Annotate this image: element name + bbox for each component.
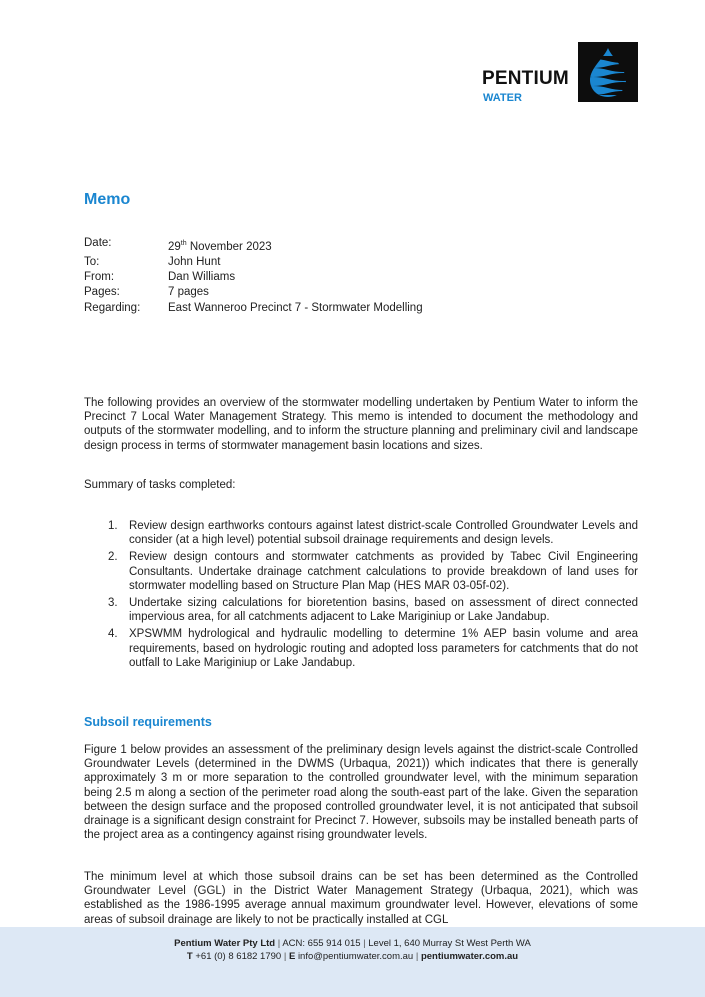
list-text: XPSWMM hydrological and hydraulic modelling to determine 1% AEP basin volume and area requirements, based on hydrologic routing and adopted loss parameters for catchments that do not outfall to Lake Mariginiup or Lake Jandabup. xyxy=(129,628,638,669)
meta-label: Date: xyxy=(84,237,112,249)
intro-paragraph: The following provides an overview of the stormwater modelling undertaken by Pentium Water to inform the Precinct 7 Local Water Management Strategy. This memo is intended to document the methodology and outputs of the stormwater modelling, and to inform the structure planning and preliminary civil and landscape design process in terms of stormwater management basin locations and sizes. xyxy=(84,397,638,452)
meta-value: East Wanneroo Precinct 7 - Stormwater Modelling xyxy=(168,301,423,314)
footer-line-1: Pentium Water Pty Ltd | ACN: 655 914 015 | Level 1, 640 Murray St West Perth WA xyxy=(174,938,531,949)
meta-row-regarding xyxy=(84,301,423,316)
list-number: 4. xyxy=(108,628,118,641)
footer-line-2: T +61 (0) 8 6182 1790 | E info@pentiumwater.com.au | pentiumwater.com.au xyxy=(186,951,519,962)
list-number: 2. xyxy=(108,551,118,564)
meta-label: From: xyxy=(84,271,115,284)
list-item xyxy=(108,550,638,593)
footer-website[interactable]: pentiumwater.com.au xyxy=(420,951,519,962)
meta-label: Pages: xyxy=(84,286,120,299)
subsoil-paragraph-1: Figure 1 below provides an assessment of the preliminary design levels against the district-scale Controlled Groundwater Levels (determined in the DWMS (Urbaqua, 2021)) which indicates that there is generally approximately 3 m or more separation to the controlled groundwater level, with the minimum separation being 2.5 m along a section of the perimeter road along the south-east part of the lake. Given the separation between the design surface and the proposed controlled groundwater level, it is not anticipated that subsoil drainage is a significant design constraint for Precinct 7. However, subsoils may be installed beneath parts of the project area as a contingency against rising groundwater levels. xyxy=(84,744,638,842)
subsoil-paragraph-2: The minimum level at which those subsoil drains can be set has been determined as the Controlled Groundwater Level (GGL) in the District Water Management Strategy (Urbaqua, 2021), which was established as the 1986-1995 average annual maximum groundwater level. However, elevations of some areas of subsoil drainage are likely to not be practically installed at CGL xyxy=(84,871,638,926)
meta-value: John Hunt xyxy=(168,256,221,269)
logo-subtitle: WATER xyxy=(483,92,522,104)
summary-label: Summary of tasks completed: xyxy=(84,479,236,491)
list-item xyxy=(108,596,638,624)
meta-value: Dan Williams xyxy=(168,271,236,284)
footer-phone-label: T xyxy=(186,951,193,962)
memo-meta xyxy=(84,236,423,316)
meta-row-pages xyxy=(84,285,423,300)
list-text: Undertake sizing calculations for bioretention basins, based on assessment of direct connected impervious area, for all catchments adjacent to Lake Mariginiup or Lake Jandabup. xyxy=(129,597,638,624)
footer-email-label: E xyxy=(288,951,296,962)
footer-company: Pentium Water Pty Ltd xyxy=(174,938,276,949)
list-item xyxy=(108,627,638,670)
list-number: 3. xyxy=(108,597,118,610)
list-text: Review design contours and stormwater catchments as provided by Tabec Civil Engineering Consultants. Undertake drainage catchment calculations to provide breakdown of land uses for stormwater modelling based on Structure Plan Map (HES MAR 03-05f-02). xyxy=(129,551,638,592)
list-number: 1. xyxy=(108,520,118,532)
footer-acn: ACN: 655 914 015 xyxy=(282,938,361,949)
meta-value-date: 29th November 2023 xyxy=(168,240,272,253)
list-text: Review design earthworks contours against latest district-scale Controlled Groundwater Levels and consider (at a high level) potential subsoil drainage requirements and design levels. xyxy=(129,520,638,547)
footer-phone: +61 (0) 8 6182 1790 xyxy=(195,951,282,962)
logo-name: PENTIUM xyxy=(482,68,569,89)
page-footer xyxy=(0,927,705,997)
meta-row-date xyxy=(84,236,423,255)
water-drop-icon xyxy=(578,42,638,102)
meta-row-to xyxy=(84,255,423,270)
meta-label: Regarding: xyxy=(84,301,141,314)
page-title: Memo xyxy=(84,191,131,208)
list-item xyxy=(108,519,638,547)
meta-value: 7 pages xyxy=(168,286,209,299)
footer-address: Level 1, 640 Murray St West Perth WA xyxy=(368,938,531,949)
meta-label: To: xyxy=(84,256,100,269)
company-logo xyxy=(482,42,640,104)
task-list xyxy=(108,519,638,673)
footer-email[interactable]: info@pentiumwater.com.au xyxy=(297,951,414,962)
meta-row-from xyxy=(84,270,423,285)
section-heading: Subsoil requirements xyxy=(84,715,212,729)
